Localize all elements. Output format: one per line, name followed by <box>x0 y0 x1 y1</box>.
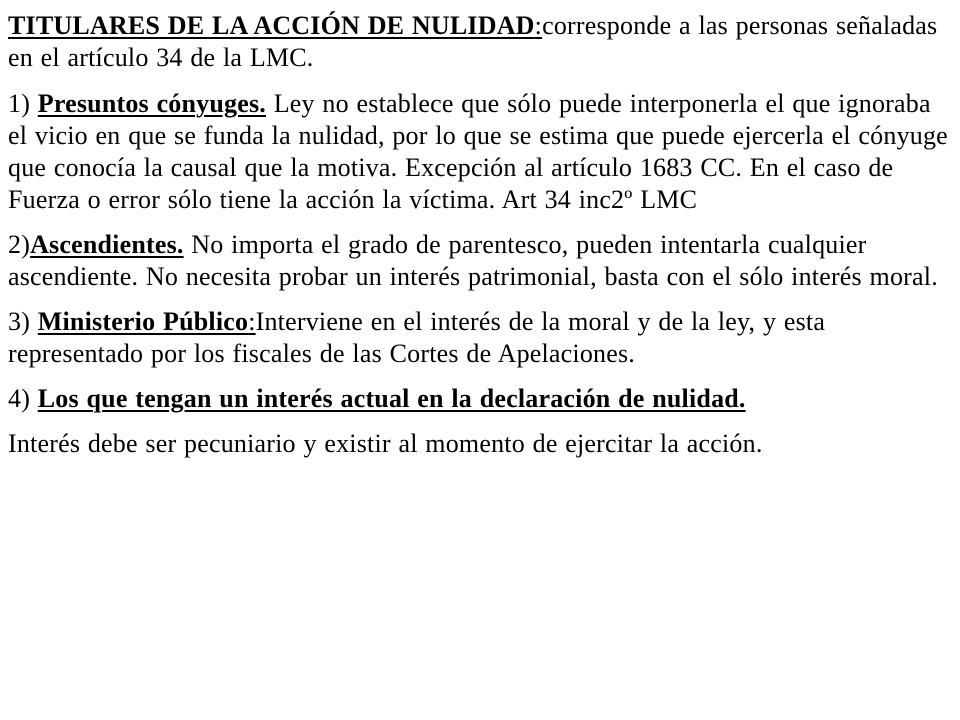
item-number: 2) <box>8 230 31 259</box>
item-text: Ley no establece que sólo puede interponerla el que ignoraba el vicio en que se funda la nulidad, por lo que se estima que puede ejercerla el cónyuge que conocía la causal que la motiva. Excepción al artículo 1683 CC. En el caso de Fuerza o error sólo tiene la acción la víctima. Art 34 inc2º LMC <box>8 89 948 214</box>
item-interes-actual <box>8 383 948 415</box>
item-label: Los que tengan un interés actual en la declaración de nulidad. <box>37 384 746 413</box>
item-label: Ascendientes. <box>30 230 184 259</box>
title-text: corresponde a las personas señaladas en el artículo 34 de la LMC. <box>8 11 938 72</box>
item-label: Ministerio Público <box>37 307 249 336</box>
item-text: No importa el grado de parentesco, pueden intentarla cualquier ascendiente. No necesita probar un interés patrimonial, basta con el sólo interés moral. <box>8 230 938 291</box>
closing-paragraph: Interés debe ser pecuniario y existir al momento de ejercitar la acción. <box>8 429 763 458</box>
title-paragraph <box>8 10 948 74</box>
slide-content <box>8 8 948 460</box>
item-text: Interviene en el interés de la moral y de la ley, y esta representado por los fiscales de las Cortes de Apelaciones. <box>8 307 826 368</box>
item-colon: : <box>248 307 256 336</box>
item-number: 3) <box>8 307 38 336</box>
item-label: Presuntos cónyuges. <box>37 89 266 118</box>
title-colon: : <box>534 11 543 40</box>
title-heading: TITULARES DE LA ACCIÓN DE NULIDAD <box>8 11 535 40</box>
item-ministerio-publico <box>8 306 948 370</box>
item-ascendientes <box>8 229 948 293</box>
item-number: 1) <box>8 89 38 118</box>
item-number: 4) <box>8 384 38 413</box>
item-presuntos-conyuges <box>8 88 948 216</box>
